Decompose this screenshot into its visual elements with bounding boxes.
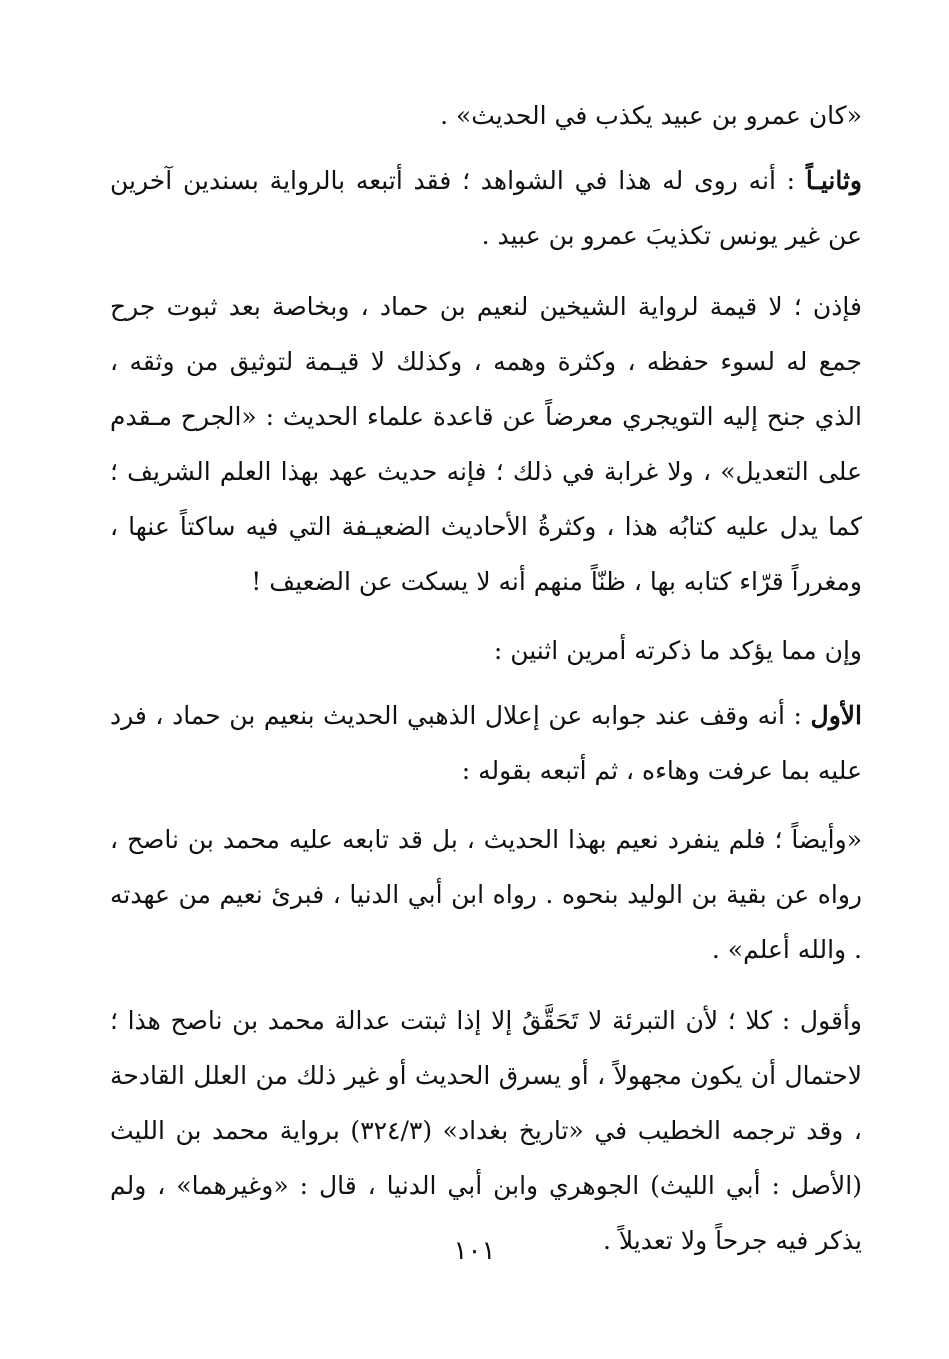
paragraph-6 bbox=[110, 812, 862, 977]
paragraph-3-text: فإذن ؛ لا قيمة لرواية الشيخين لنعيم بن حماد ، وبخاصة بعد ثبوت جرح جمع له لسوء حفظه ، وكثرة وهمه ، وكذلك لا قيـمة لتوثيق من وثقه ، الذي جنح إليه التويجري معرضاً عن قاعدة علماء الحديث : «الجرح مـقدم على التعديل» ، ولا غرابة في ذلك ؛ فإنه حديث عهد بهذا العلم الشريف ؛ كما يدل عليه كتابُه هذا ، وكثرةُ الأحاديث الضعيـفة التي فيه ساكتاً عنها ، ومغرراً قرّاء كتابه بها ، ظنّاً منهم أنه لا يسكت عن الضعيف ! bbox=[110, 292, 862, 596]
paragraph-2-text: : أنه روى له هذا في الشواهد ؛ فقد أتبعه بالرواية بسندين آخرين عن غير يونس تكذيبَ عمرو بن عبيد . bbox=[110, 166, 862, 250]
paragraph-5-text: : أنه وقف عند جوابه عن إعلال الذهبي الحديث بنعيم بن حماد ، فرد عليه بما عرفت وهاءه ، ثم أتبعه بقوله : bbox=[110, 701, 862, 785]
paragraph-5 bbox=[110, 688, 862, 798]
paragraph-2 bbox=[110, 153, 862, 263]
paragraph-1 bbox=[110, 88, 862, 143]
paragraph-5-lead: الأول bbox=[810, 701, 862, 730]
paragraph-7-text: وأقول : كلا ؛ لأن التبرئة لا تَحَقَّقُ إلا إذا ثبتت عدالة محمد بن ناصح هذا ؛ لاحتمال أن يكون مجهولاً ، أو يسرق الحديث أو غير ذلك من العلل القادحة ، وقد ترجمه الخطيب في «تاريخ بغداد» (٣٢٤/٣) برواية محمد بن الليث (الأصل : أبي الليث) الجوهري وابن أبي الدنيا ، قال : «وغيرهما» ، ولم يذكر فيه جرحاً ولا تعديلاً . bbox=[110, 1006, 862, 1255]
page-number: ١٠١ bbox=[453, 1236, 496, 1266]
paragraph-1-text: «كان عمرو بن عبيد يكذب في الحديث» . bbox=[440, 101, 862, 130]
paragraph-3 bbox=[110, 279, 862, 609]
page-body bbox=[110, 88, 862, 1282]
paragraph-7 bbox=[110, 993, 862, 1268]
paragraph-4 bbox=[110, 623, 862, 678]
paragraph-2-lead: وثانيـاً bbox=[805, 166, 862, 195]
paragraph-6-text: «وأيضاً ؛ فلم ينفرد نعيم بهذا الحديث ، بل قد تابعه عليه محمد بن ناصح ، رواه عن بقية بن الوليد بنحوه . رواه ابن أبي الدنيا ، فبرئ نعيم من عهدته . والله أعلم» . bbox=[110, 825, 862, 964]
paragraph-4-text: وإن مما يؤكد ما ذكرته أمرين اثنين : bbox=[493, 636, 862, 665]
